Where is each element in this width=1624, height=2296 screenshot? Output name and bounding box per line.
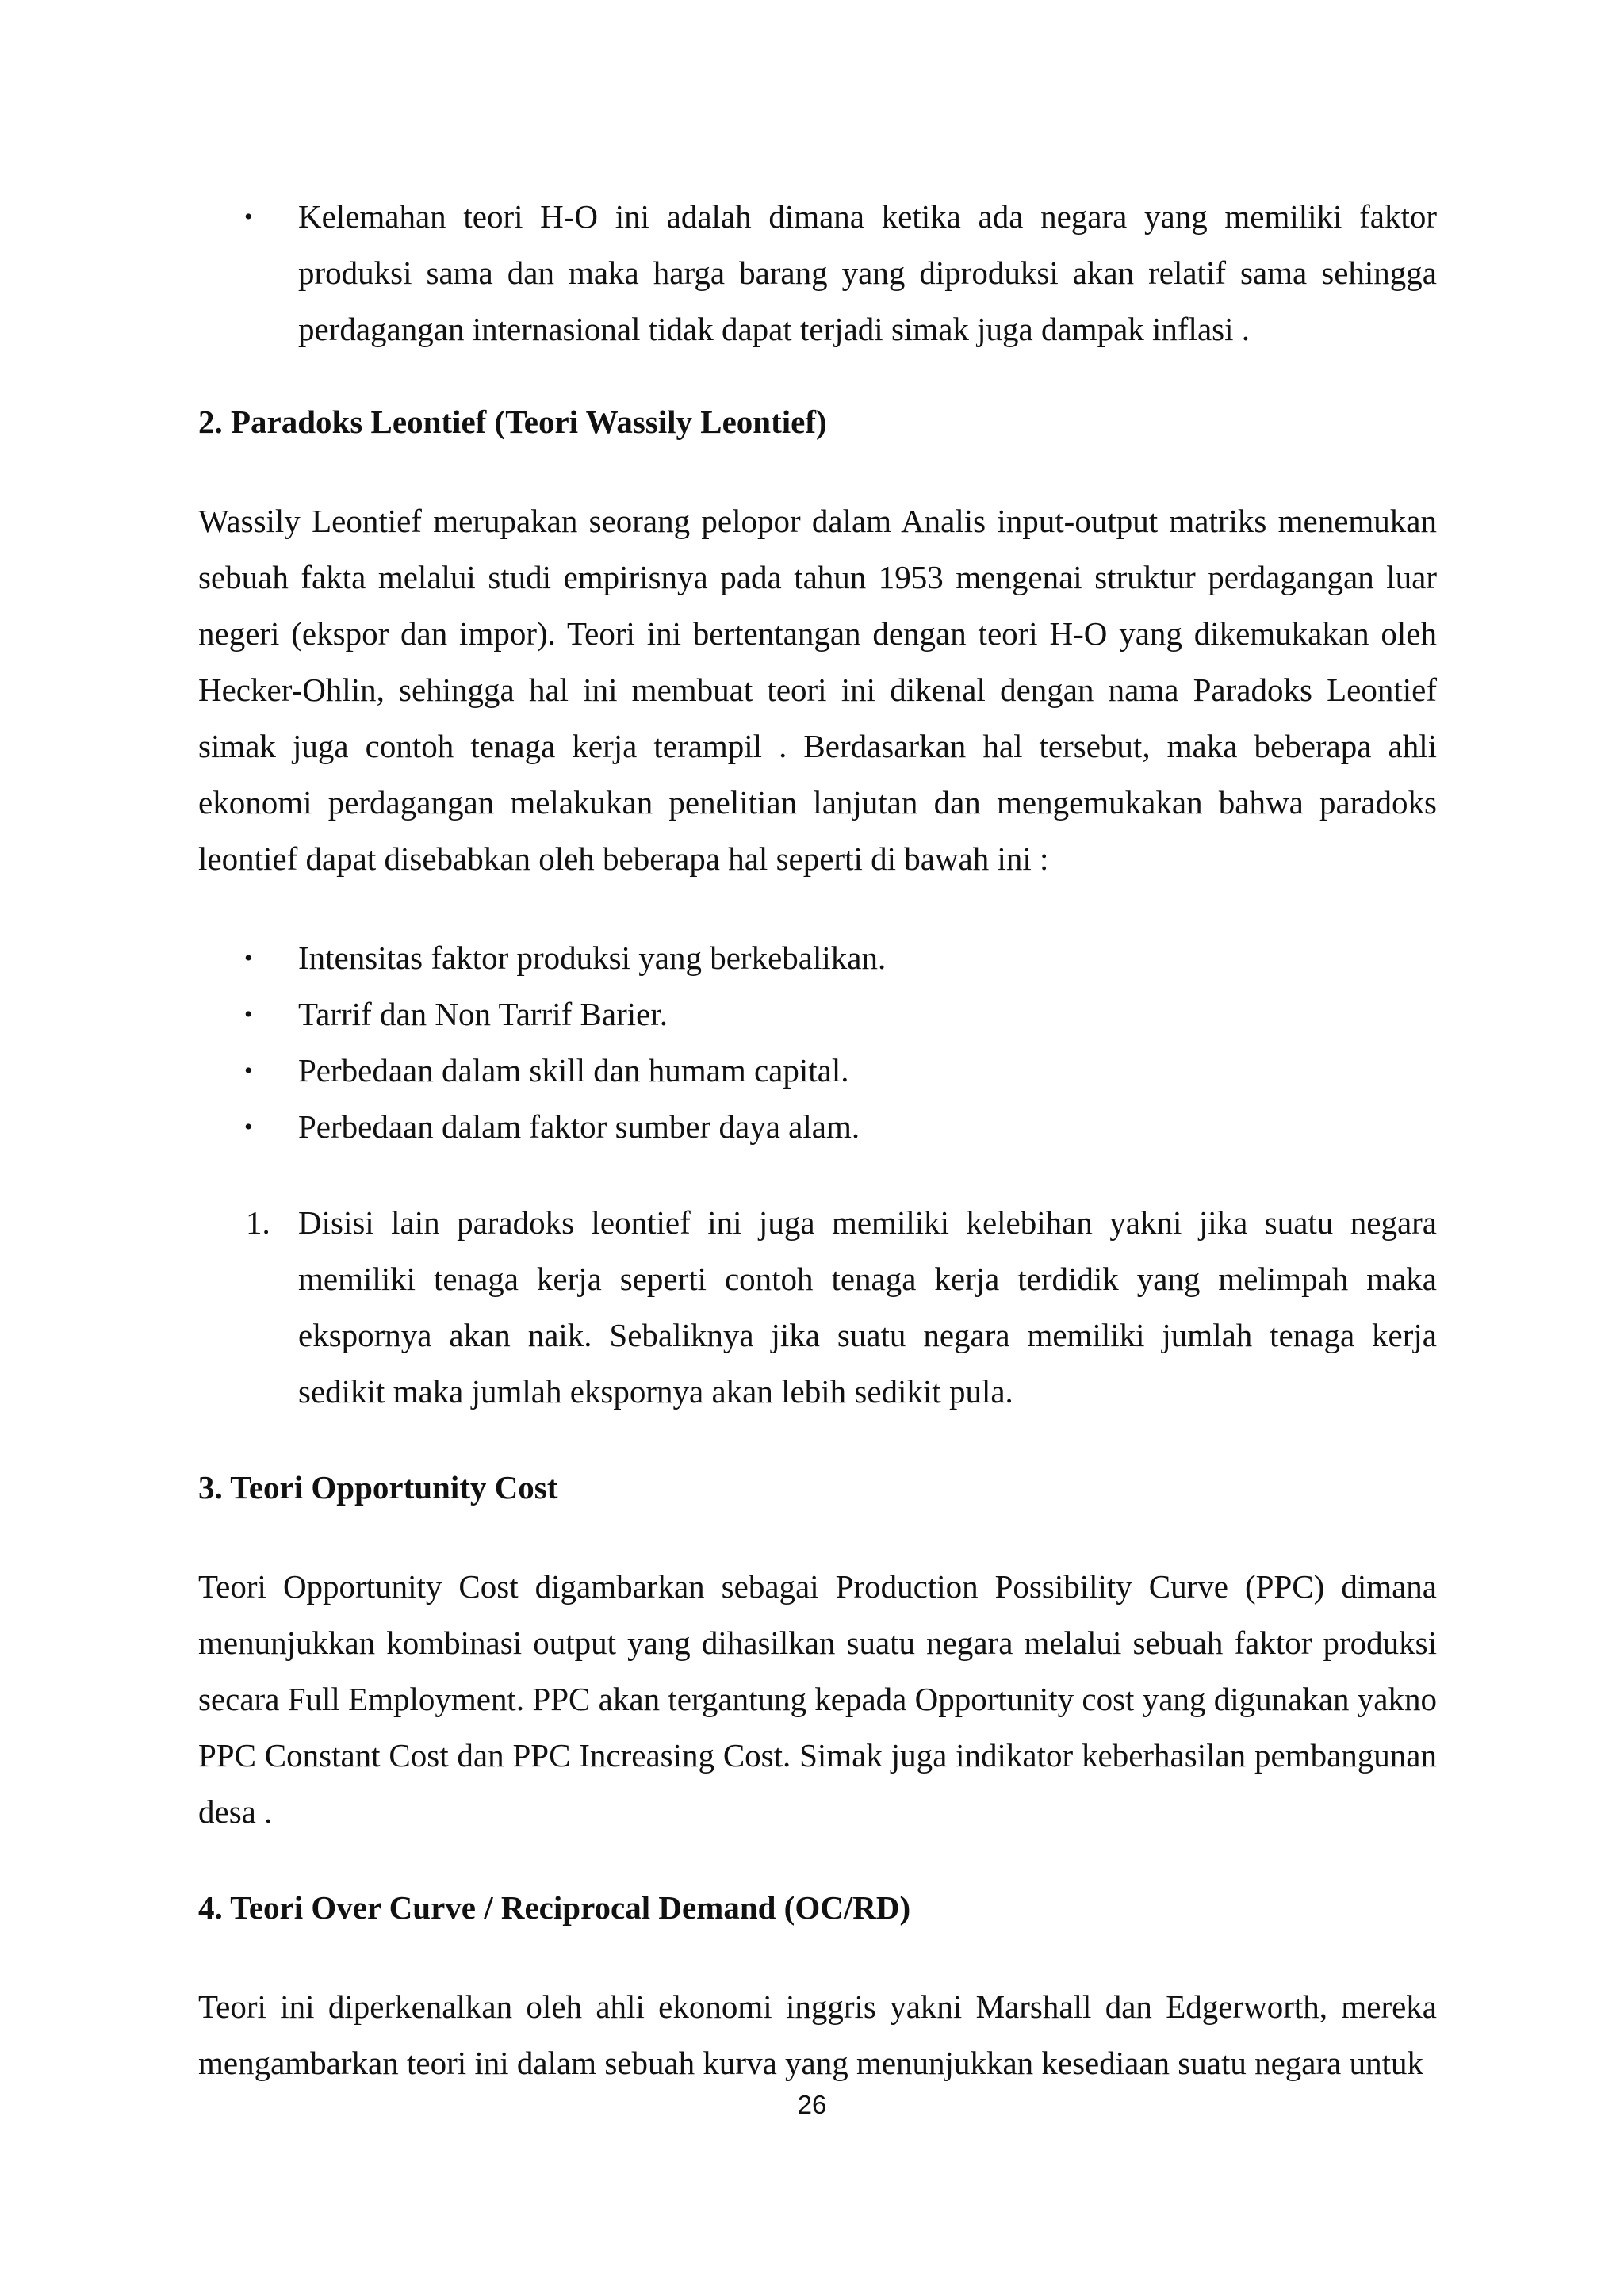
bullet-mark: • [244,945,253,971]
bullet-mark: • [244,204,253,230]
bullet-mark: • [244,1114,253,1140]
list-item-text: Perbedaan dalam faktor sumber daya alam. [298,1108,860,1145]
item-number: 1. [246,1204,270,1241]
list-item [198,930,1437,986]
section-heading: 3. Teori Opportunity Cost [198,1469,558,1506]
bullet-mark: • [244,1001,253,1027]
paragraph: Teori Opportunity Cost digambarkan sebagai Production Possibility Curve (PPC) dimana menunjukkan kombinasi output yang dihasilkan suatu negara melalui sebuah faktor produksi secara Full Employment. PPC akan tergantung kepada Opportunity cost yang digunakan yakno PPC Constant Cost dan PPC Increasing Cost. Simak juga indikator keberhasilan pembangunan desa . [198,1568,1437,1830]
numbered-item-text: Disisi lain paradoks leontief ini juga memiliki kelebihan yakni jika suatu negara memiliki tenaga kerja seperti contoh tenaga kerja terdidik yang melimpah maka ekspornya akan naik. Sebaliknya jika suatu negara memiliki jumlah tenaga kerja sedikit maka jumlah ekspornya akan lebih sedikit pula. [298,1204,1437,1410]
section-heading: 2. Paradoks Leontief (Teori Wassily Leontief) [198,404,827,440]
page-content [198,189,1437,2091]
paragraph: Wassily Leontief merupakan seorang pelopor dalam Analis input-output matriks menemukan sebuah fakta melalui studi empirisnya pada tahun 1953 mengenai struktur perdagangan luar negeri (ekspor dan impor). Teori ini bertentangan dengan teori H-O yang dikemukakan oleh Hecker-Ohlin, sehingga hal ini membuat teori ini dikenal dengan nama Paradoks Leontief simak juga contoh tenaga kerja terampil . Berdasarkan hal tersebut, maka beberapa ahli ekonomi perdagangan melakukan penelitian lanjutan dan mengemukakan bahwa paradoks leontief dapat disebabkan oleh beberapa hal seperti di bawah ini : [198,503,1437,877]
bullet-mark: • [244,1058,253,1084]
section-heading: 4. Teori Over Curve / Reciprocal Demand (OC/RD) [198,1889,911,1926]
list-item [198,986,1437,1043]
list-item-text: Kelemahan teori H-O ini adalah dimana ketika ada negara yang memiliki faktor produksi sama dan maka harga barang yang diproduksi akan relatif sama sehingga perdagangan internasional tidak dapat terjadi simak juga dampak inflasi . [298,198,1437,347]
bullet-list [198,930,1437,1155]
paragraph: Teori ini diperkenalkan oleh ahli ekonomi inggris yakni Marshall dan Edgerworth, mereka mengambarkan teori ini dalam sebuah kurva yang menunjukkan kesediaan suatu negara untuk [198,1988,1437,2081]
list-item-text: Intensitas faktor produksi yang berkebalikan. [298,939,887,976]
list-item-text: Perbedaan dalam skill dan humam capital. [298,1052,849,1089]
list-item [198,1043,1437,1099]
numbered-item [198,1195,1437,1420]
list-item-text: Tarrif dan Non Tarrif Barier. [298,996,668,1032]
list-item [198,1099,1437,1155]
page-number: 26 [797,2090,827,2119]
list-item [198,189,1437,358]
